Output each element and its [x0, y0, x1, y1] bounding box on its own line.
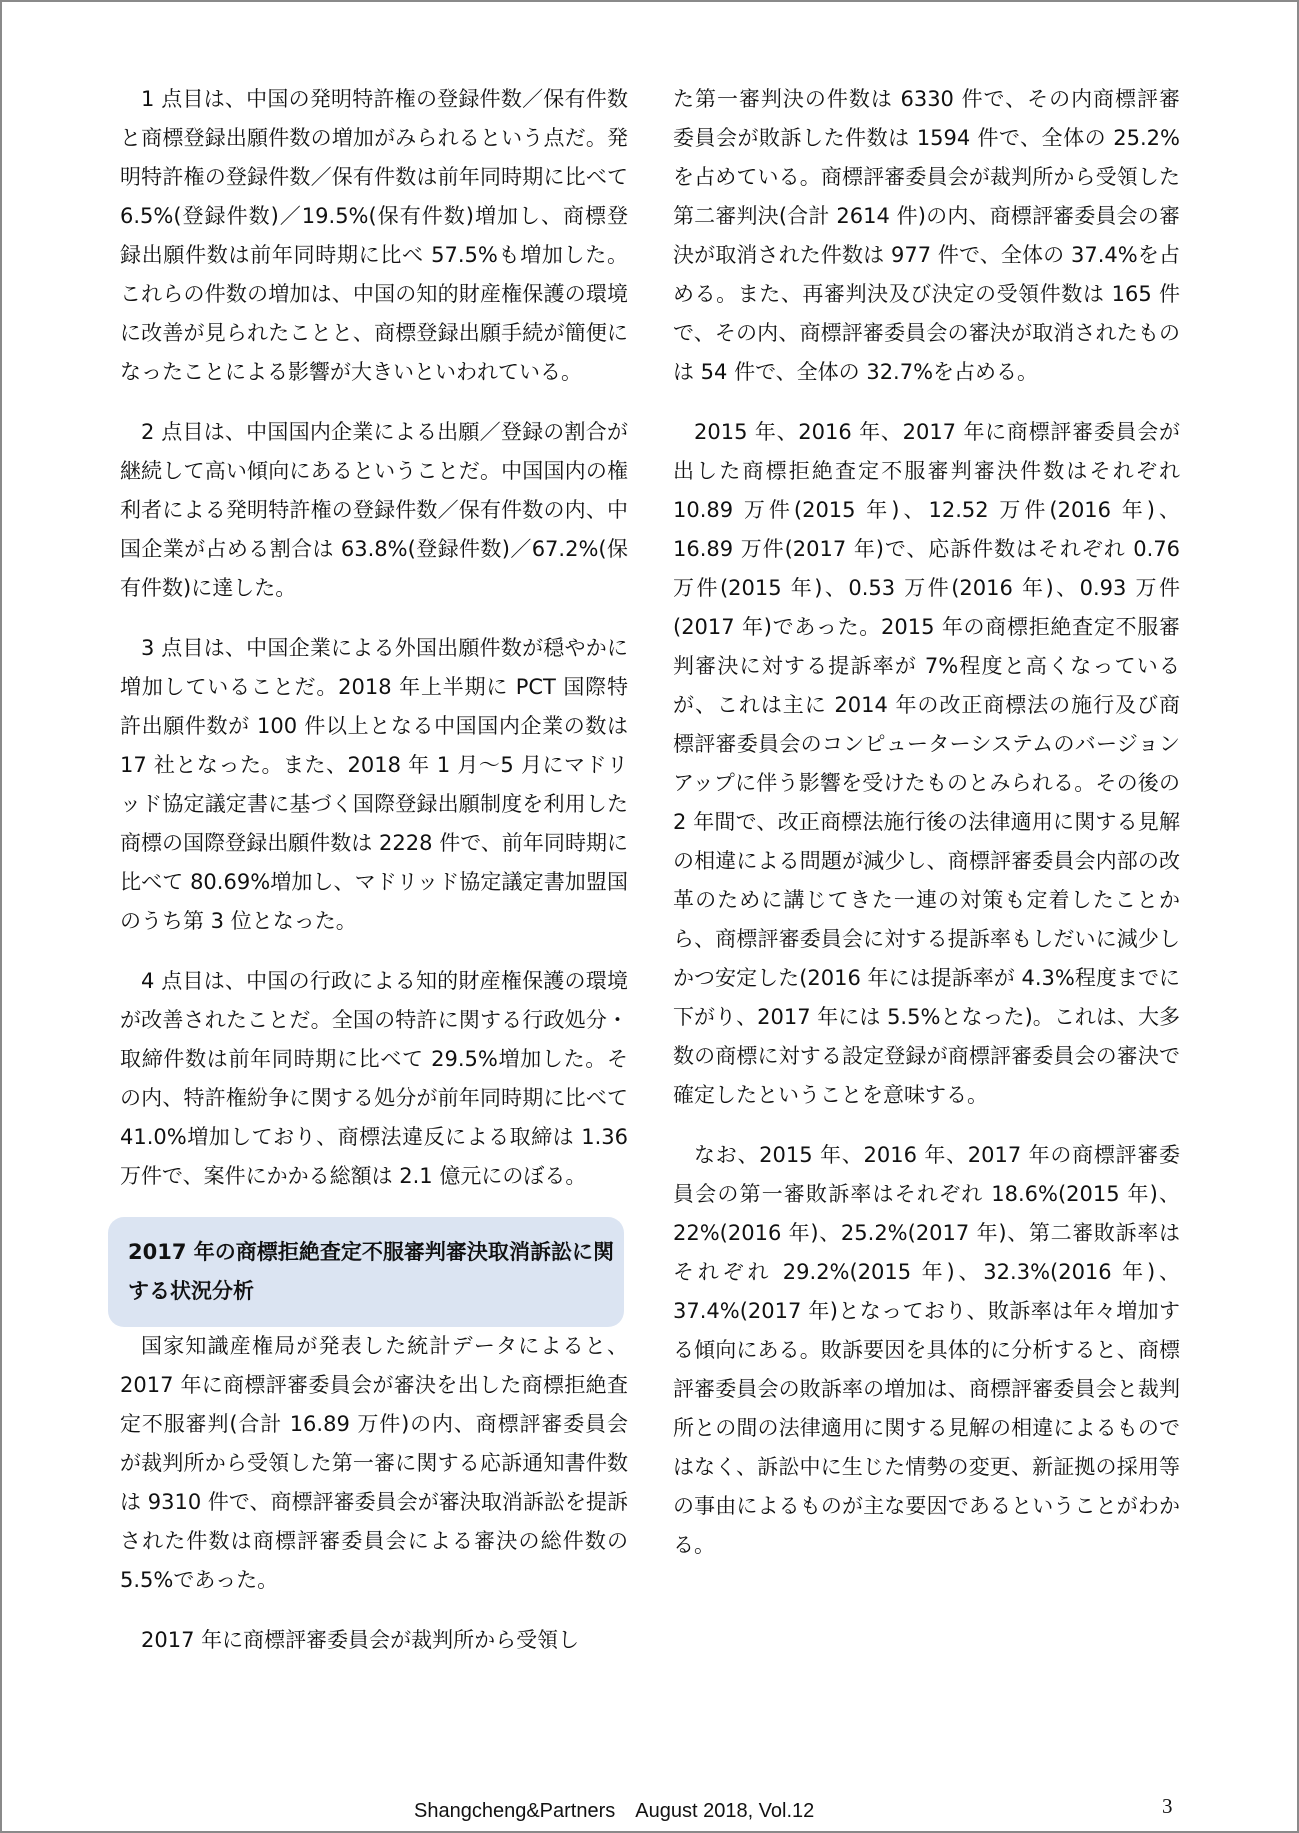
- right-column: [673, 80, 1180, 1565]
- paragraph-point-2: 2 点目は、中国国内企業による出願／登録の割合が継続して高い傾向にあるということだ。中国国内の権利者による発明特許権の登録件数／保有件数の内、中国企業が占める割合は 63.8%(登録件数)／67.2%(保有件数)に達した。: [120, 420, 628, 600]
- paragraph-judgments-start: 2017 年に商標評審委員会が裁判所から受領し: [141, 1628, 580, 1652]
- paragraph-appeal-rates: 2015 年、2016 年、2017 年に商標評審委員会が出した商標拒絶査定不服審判審決件数はそれぞれ 10.89 万件(2015 年)、12.52 万件(2016 年)、16.89 万件(2017 年)で、応訴件数はそれぞれ 0.76 万件(2015 年)、0.53 万件(2016 年)、0.93 万件(2017 年)であった。2015 年の商標拒絶査定不服審判審決に対する提訴率が 7%程度と高くなっているが、これは主に 2014 年の改正商標法の施行及び商標評審委員会のコンピューターシステムのバージョンアップに伴う影響を受けたものとみられる。その後の 2 年間で、改正商標法施行後の法律適用に関する見解の相違による問題が減少し、商標評審委員会内部の改革のために講じてきた一連の対策も定着したことから、商標評審委員会に対する提訴率もしだいに減少しかつ安定した(2016 年には提訴率が 4.3%程度までに下がり、2017 年には 5.5%となった)。これは、大多数の商標に対する設定登録が商標評審委員会の審決で確定したということを意味する。: [673, 420, 1180, 1107]
- paragraph-judgments-continued: た第一審判決の件数は 6330 件で、その内商標評審委員会が敗訴した件数は 1594 件で、全体の 25.2%を占めている。商標評審委員会が裁判所から受領した第二審判決(合計 2614 件)の内、商標評審委員会の審決が取消された件数は 977 件で、全体の 37.4%を占める。また、再審判決及び決定の受領件数は 165 件で、その内、商標評審委員会の審決が取消されたものは 54 件で、全体の 32.7%を占める。: [673, 87, 1180, 384]
- left-column: [120, 80, 628, 1660]
- paragraph-loss-rates: なお、2015 年、2016 年、2017 年の商標評審委員会の第一審敗訴率はそれぞれ 18.6%(2015 年)、22%(2016 年)、25.2%(2017 年)、第二審敗訴率はそれぞれ 29.2%(2015 年)、32.3%(2016 年)、37.4%(2017 年)となっており、敗訴率は年々増加する傾向にある。敗訴要因を具体的に分析すると、商標評審委員会の敗訴率の増加は、商標評審委員会と裁判所との間の法律適用に関する見解の相違によるものではなく、訴訟中に生じた情勢の変更、新証拠の採用等の事由によるものが主な要因であるということがわかる。: [673, 1143, 1180, 1557]
- paragraph-point-4: 4 点目は、中国の行政による知的財産権保護の環境が改善されたことだ。全国の特許に関する行政処分・取締件数は前年同時期に比べて 29.5%増加した。その内、特許権紛争に関する処分が前年同時期に比べて 41.0%増加しており、商標法違反による取締は 1.36 万件で、案件にかかる総額は 2.1 億元にのぼる。: [120, 969, 628, 1188]
- paragraph-point-1: 1 点目は、中国の発明特許権の登録件数／保有件数と商標登録出願件数の増加がみられるという点だ。発明特許権の登録件数／保有件数は前年同時期に比べて 6.5%(登録件数)／19.5%(保有件数)増加し、商標登録出願件数は前年同時期に比べ 57.5%も増加した。これらの件数の増加は、中国の知的財産権保護の環境に改善が見られたことと、商標登録出願手続が簡便になったことによる影響が大きいといわれている。: [120, 87, 628, 384]
- publication-info: Shangcheng&Partners August 2018, Vol.12: [414, 1800, 815, 1822]
- page-number: 3: [1162, 1794, 1173, 1818]
- section-heading: 2017 年の商標拒絶査定不服審判審決取消訴訟に関する状況分析: [108, 1217, 624, 1327]
- paragraph-point-3: 3 点目は、中国企業による外国出願件数が穏やかに増加していることだ。2018 年上半期に PCT 国際特許出願件数が 100 件以上となる中国国内企業の数は 17 社となった。また、2018 年 1 月～5 月にマドリッド協定議定書に基づく国際登録出願制度を利用した商標の国際登録出願件数は 2228 件で、前年同時期に比べて 80.69%増加し、マドリッド協定議定書加盟国のうち第 3 位となった。: [120, 636, 628, 933]
- paragraph-statistics: 国家知識産権局が発表した統計データによると、2017 年に商標評審委員会が審決を出した商標拒絶査定不服審判(合計 16.89 万件)の内、商標評審委員会が裁判所から受領した第一審に関する応訴通知書件数は 9310 件で、商標評審委員会が審決取消訴訟を提訴された件数は商標評審委員会による審決の総件数の 5.5%であった。: [120, 1334, 628, 1592]
